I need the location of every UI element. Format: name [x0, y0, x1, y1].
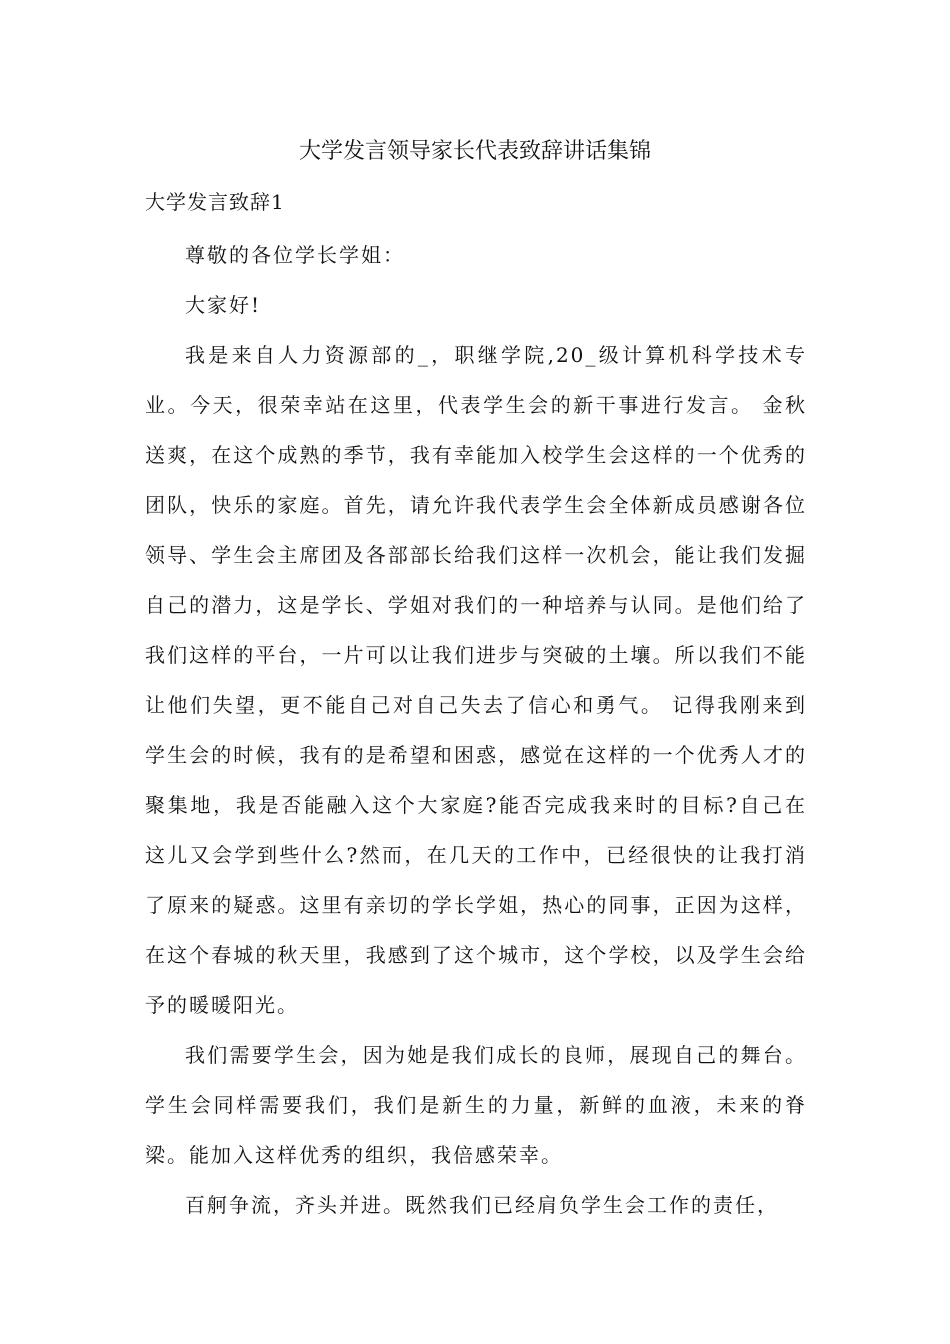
paragraph-hello: 大家好! — [185, 293, 262, 317]
document-title: 大学发言领导家长代表致辞讲话集锦 — [298, 139, 651, 164]
paragraph-body-3: 百舸争流，齐头并进。既然我们已经肩负学生会工作的责任， — [185, 1193, 779, 1217]
section-heading: 大学发言致辞1 — [145, 190, 285, 214]
paragraph-greeting: 尊敬的各位学长学姐： — [185, 243, 405, 267]
paragraph-body-2: 我们需要学生会，因为她是我们成长的良师，展现自己的舞台。学生会同样需要我们，我们是新生的力量，新鲜的血液，未来的脊梁。能加入这样优秀的组织，我倍感荣幸。 — [145, 1043, 807, 1167]
paragraph-body-1: 我是来自人力资源部的_，职继学院,20_级计算机科学技术专业。今天，很荣幸站在这里，代表学生会的新干事进行发言。 金秋送爽，在这个成熟的季节，我有幸能加入校学生会这样的一个优秀的团队，快乐的家庭。首先，请允许我代表学生会全体新成员感谢各位领导、学生会主席团及各部部长给我们这样一次机会，能让我们发掘自己的潜力，这是学长、学姐对我们的一种培养与认同。是他们给了我们这样的平台，一片可以让我们进步与突破的土壤。所以我们不能让他们失望，更不能自己对自己失去了信心和勇气。 记得我刚来到学生会的时候，我有的是希望和困惑，感觉在这样的一个优秀人才的聚集地，我是否能融入这个大家庭?能否完成我来时的目标?自己在这儿又会学到些什么?然而，在几天的工作中，已经很快的让我打消了原来的疑惑。这里有亲切的学长学姐，热心的同事，正因为这样，在这个春城的秋天里，我感到了这个城市，这个学校，以及学生会给予的暖暖阳光。 — [145, 343, 807, 1017]
